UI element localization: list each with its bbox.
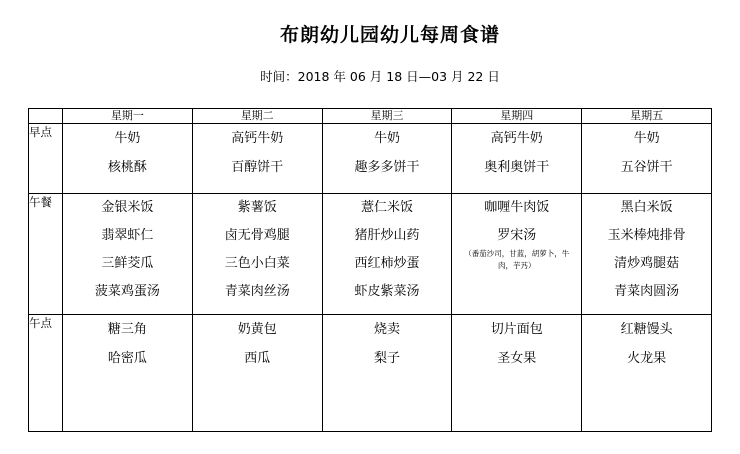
dish: 西红柿炒蛋 (354, 256, 420, 271)
dish: 火龙果 (627, 351, 667, 366)
dish: 梨子 (373, 351, 400, 366)
menu-cell (322, 194, 452, 315)
menu-cell (192, 124, 322, 194)
dish: 薏仁米饭 (360, 200, 413, 215)
menu-cell (192, 315, 322, 432)
menu-cell (452, 124, 582, 194)
menu-cell (63, 315, 193, 432)
dish: 五谷饼干 (620, 160, 673, 175)
menu-cell (322, 315, 452, 432)
dish: 青菜肉圆汤 (614, 284, 680, 299)
menu-cell (63, 194, 193, 315)
dish: 金银米饭 (101, 200, 154, 215)
dish: 核桃酥 (107, 160, 147, 175)
meal-label-breakfast: 早点 (29, 124, 63, 194)
dish: 切片面包 (490, 322, 543, 337)
menu-cell (63, 124, 193, 194)
dish: 高钙牛奶 (231, 131, 284, 146)
menu-cell (322, 124, 452, 194)
menu-cell (582, 315, 712, 432)
ingredient-note: （番茄沙司，甘蓝，胡萝卜，牛肉，芋艿） (464, 249, 570, 270)
dish: 清炒鸡腿菇 (614, 256, 680, 271)
dish: 奥利奥饼干 (484, 160, 550, 175)
menu-cell (582, 194, 712, 315)
dish: 百醇饼干 (231, 160, 284, 175)
dish: 罗宋汤 (497, 228, 537, 243)
dish: 牛奶 (633, 131, 660, 146)
date-range: 时间：2018 年 06 月 18 日—03 月 22 日 (260, 69, 500, 84)
dish: 三色小白菜 (224, 256, 290, 271)
corner-cell (29, 109, 63, 124)
dish: 三鲜茭瓜 (101, 256, 154, 271)
dish: 烧卖 (373, 322, 400, 337)
dish: 哈密瓜 (107, 351, 147, 366)
menu-cell (582, 124, 712, 194)
meal-label-afternoon-snack: 午点 (29, 315, 63, 432)
dish: 青菜肉丝汤 (224, 284, 290, 299)
dish: 西瓜 (244, 351, 271, 366)
day-header-wednesday: 星期三 (322, 109, 452, 124)
dish: 黑白米饭 (620, 200, 673, 215)
dish: 牛奶 (373, 131, 400, 146)
lunch-row (29, 194, 712, 315)
dish: 紫薯饭 (237, 200, 277, 215)
dish: 虾皮紫菜汤 (354, 284, 420, 299)
dish: 玉米棒炖排骨 (607, 228, 686, 243)
day-header-tuesday: 星期二 (192, 109, 322, 124)
dish: 牛奶 (114, 131, 141, 146)
weekly-menu-table (28, 108, 712, 432)
dish: 菠菜鸡蛋汤 (94, 284, 160, 299)
dish: 奶黄包 (237, 322, 277, 337)
day-header-monday: 星期一 (63, 109, 193, 124)
day-header-friday: 星期五 (582, 109, 712, 124)
dish: 圣女果 (497, 351, 537, 366)
day-header-thursday: 星期四 (452, 109, 582, 124)
menu-cell (452, 194, 582, 315)
dish: 高钙牛奶 (490, 131, 543, 146)
dish: 红糖馒头 (620, 322, 673, 337)
menu-cell (192, 194, 322, 315)
header-row (29, 109, 712, 124)
breakfast-row (29, 124, 712, 194)
dish: 翡翠虾仁 (101, 228, 154, 243)
dish: 咖喱牛肉饭 (484, 200, 550, 215)
dish: 糖三角 (107, 322, 147, 337)
meal-label-lunch: 午餐 (29, 194, 63, 315)
afternoon-snack-row (29, 315, 712, 432)
dish: 趣多多饼干 (354, 160, 420, 175)
dish: 卤无骨鸡腿 (224, 228, 290, 243)
menu-title: 布朗幼儿园幼儿每周食谱 (279, 24, 500, 46)
menu-cell (452, 315, 582, 432)
dish: 猪肝炒山药 (354, 228, 420, 243)
